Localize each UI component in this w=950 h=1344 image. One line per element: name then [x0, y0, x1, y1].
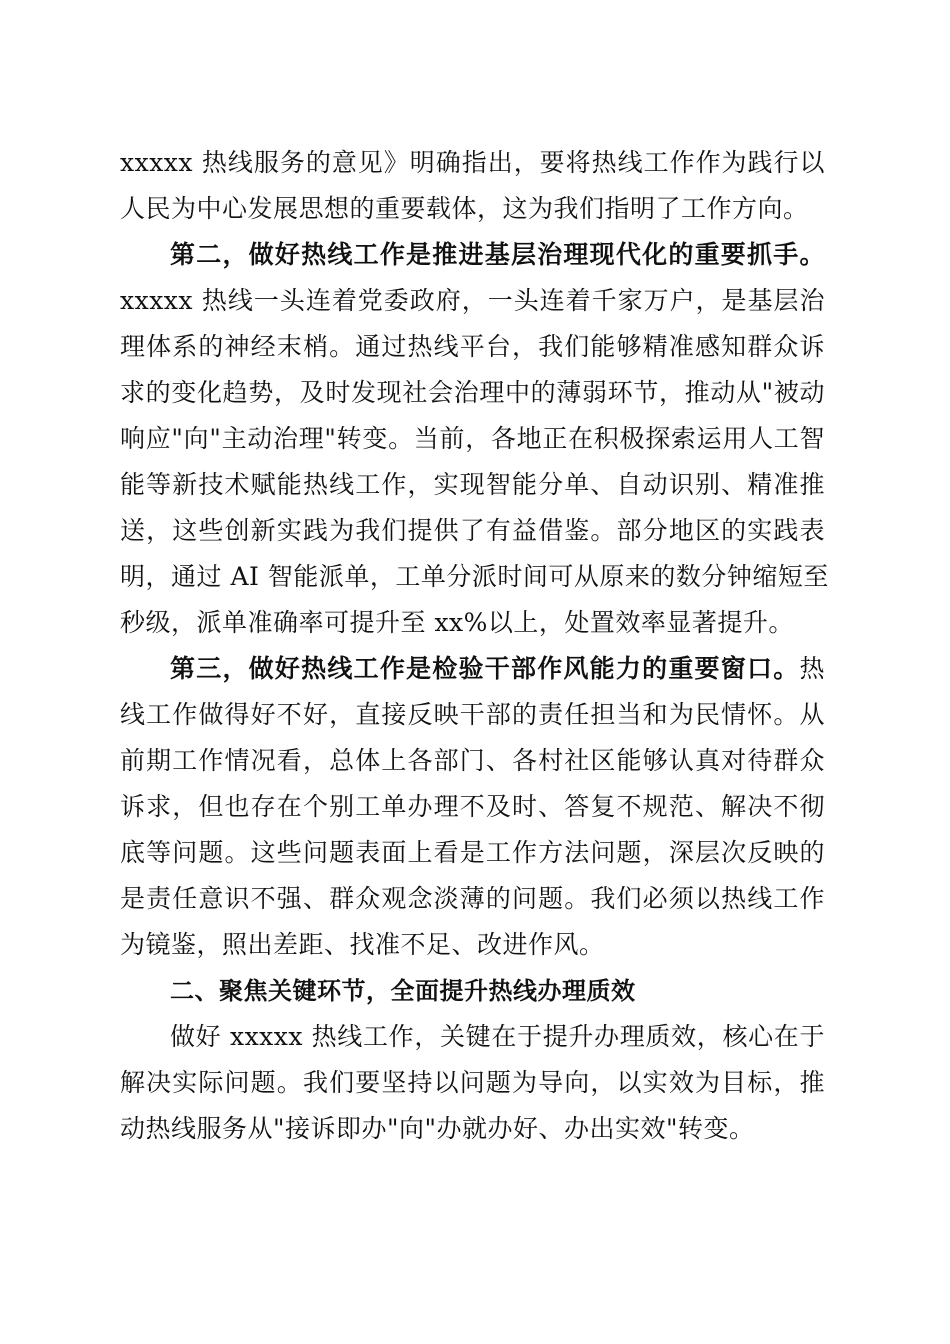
text-line: 前期工作情况看，总体上各部门、各村社区能够认真对待群众 [120, 746, 825, 775]
text-line: 响应"向"主动治理"转变。当前，各地正在积极探索运用人工智 [120, 424, 825, 453]
paragraph-third-point [120, 646, 825, 968]
paragraph-lead-sentence: 第二，做好热线工作是推进基层治理现代化的重要抓手。 [170, 240, 825, 269]
text-line: 能等新技术赋能热线工作，实现智能分单、自动识别、精准推 [120, 470, 825, 499]
text-line [120, 232, 825, 278]
text-line: 做好 xxxxx 热线工作，关键在于提升办理质效，核心在于 [170, 1022, 825, 1051]
text-line: xxxxx 热线一头连着党委政府，一头连着千家万户，是基层治 [120, 286, 825, 315]
text-line: 为镜鉴，照出差距、找准不足、改进作风。 [120, 930, 605, 959]
text-line: 秒级，派单准确率可提升至 xx%以上，处置效率显著提升。 [120, 608, 794, 637]
section-heading [120, 968, 825, 1014]
text-line: 送，这些创新实践为我们提供了有益借鉴。部分地区的实践表 [120, 516, 825, 545]
text-line: 理体系的神经末梢。通过热线平台，我们能够精准感知群众诉 [120, 332, 825, 361]
text-line: 是责任意识不强、群众观念淡薄的问题。我们必须以热线工作 [120, 884, 825, 913]
text-line: 诉求，但也存在个别工单办理不及时、答复不规范、解决不彻 [120, 792, 825, 821]
text-line: 线工作做得好不好，直接反映干部的责任担当和为民情怀。从 [120, 700, 825, 729]
text-line: 明，通过 AI 智能派单，工单分派时间可从原来的数分钟缩短至 [120, 562, 829, 591]
text-line: 动热线服务从"接诉即办"向"办就办好、办出实效"转变。 [120, 1114, 755, 1143]
text-line: 求的变化趋势，及时发现社会治理中的薄弱环节，推动从"被动 [120, 378, 825, 407]
section-heading-text: 二、聚焦关键环节，全面提升热线办理质效 [170, 977, 636, 1005]
text-line: 底等问题。这些问题表面上看是工作方法问题，深层次反映的 [120, 838, 825, 867]
paragraph-second-point [120, 232, 829, 646]
paragraph-lead-tail: 热 [799, 654, 825, 683]
paragraph-lead-sentence: 第三，做好热线工作是检验干部作风能力的重要窗口。 [170, 654, 800, 683]
paragraph-continuation [120, 140, 825, 232]
text-line: 解决实际问题。我们要坚持以问题为导向，以实效为目标，推 [120, 1068, 825, 1097]
text-line: 人民为中心发展思想的重要载体，这为我们指明了工作方向。 [120, 194, 809, 223]
text-line [120, 646, 825, 692]
text-line: xxxxx 热线服务的意见》明确指出，要将热线工作作为践行以 [120, 148, 825, 177]
paragraph-section-intro [120, 1014, 825, 1152]
document-page [120, 140, 829, 1152]
